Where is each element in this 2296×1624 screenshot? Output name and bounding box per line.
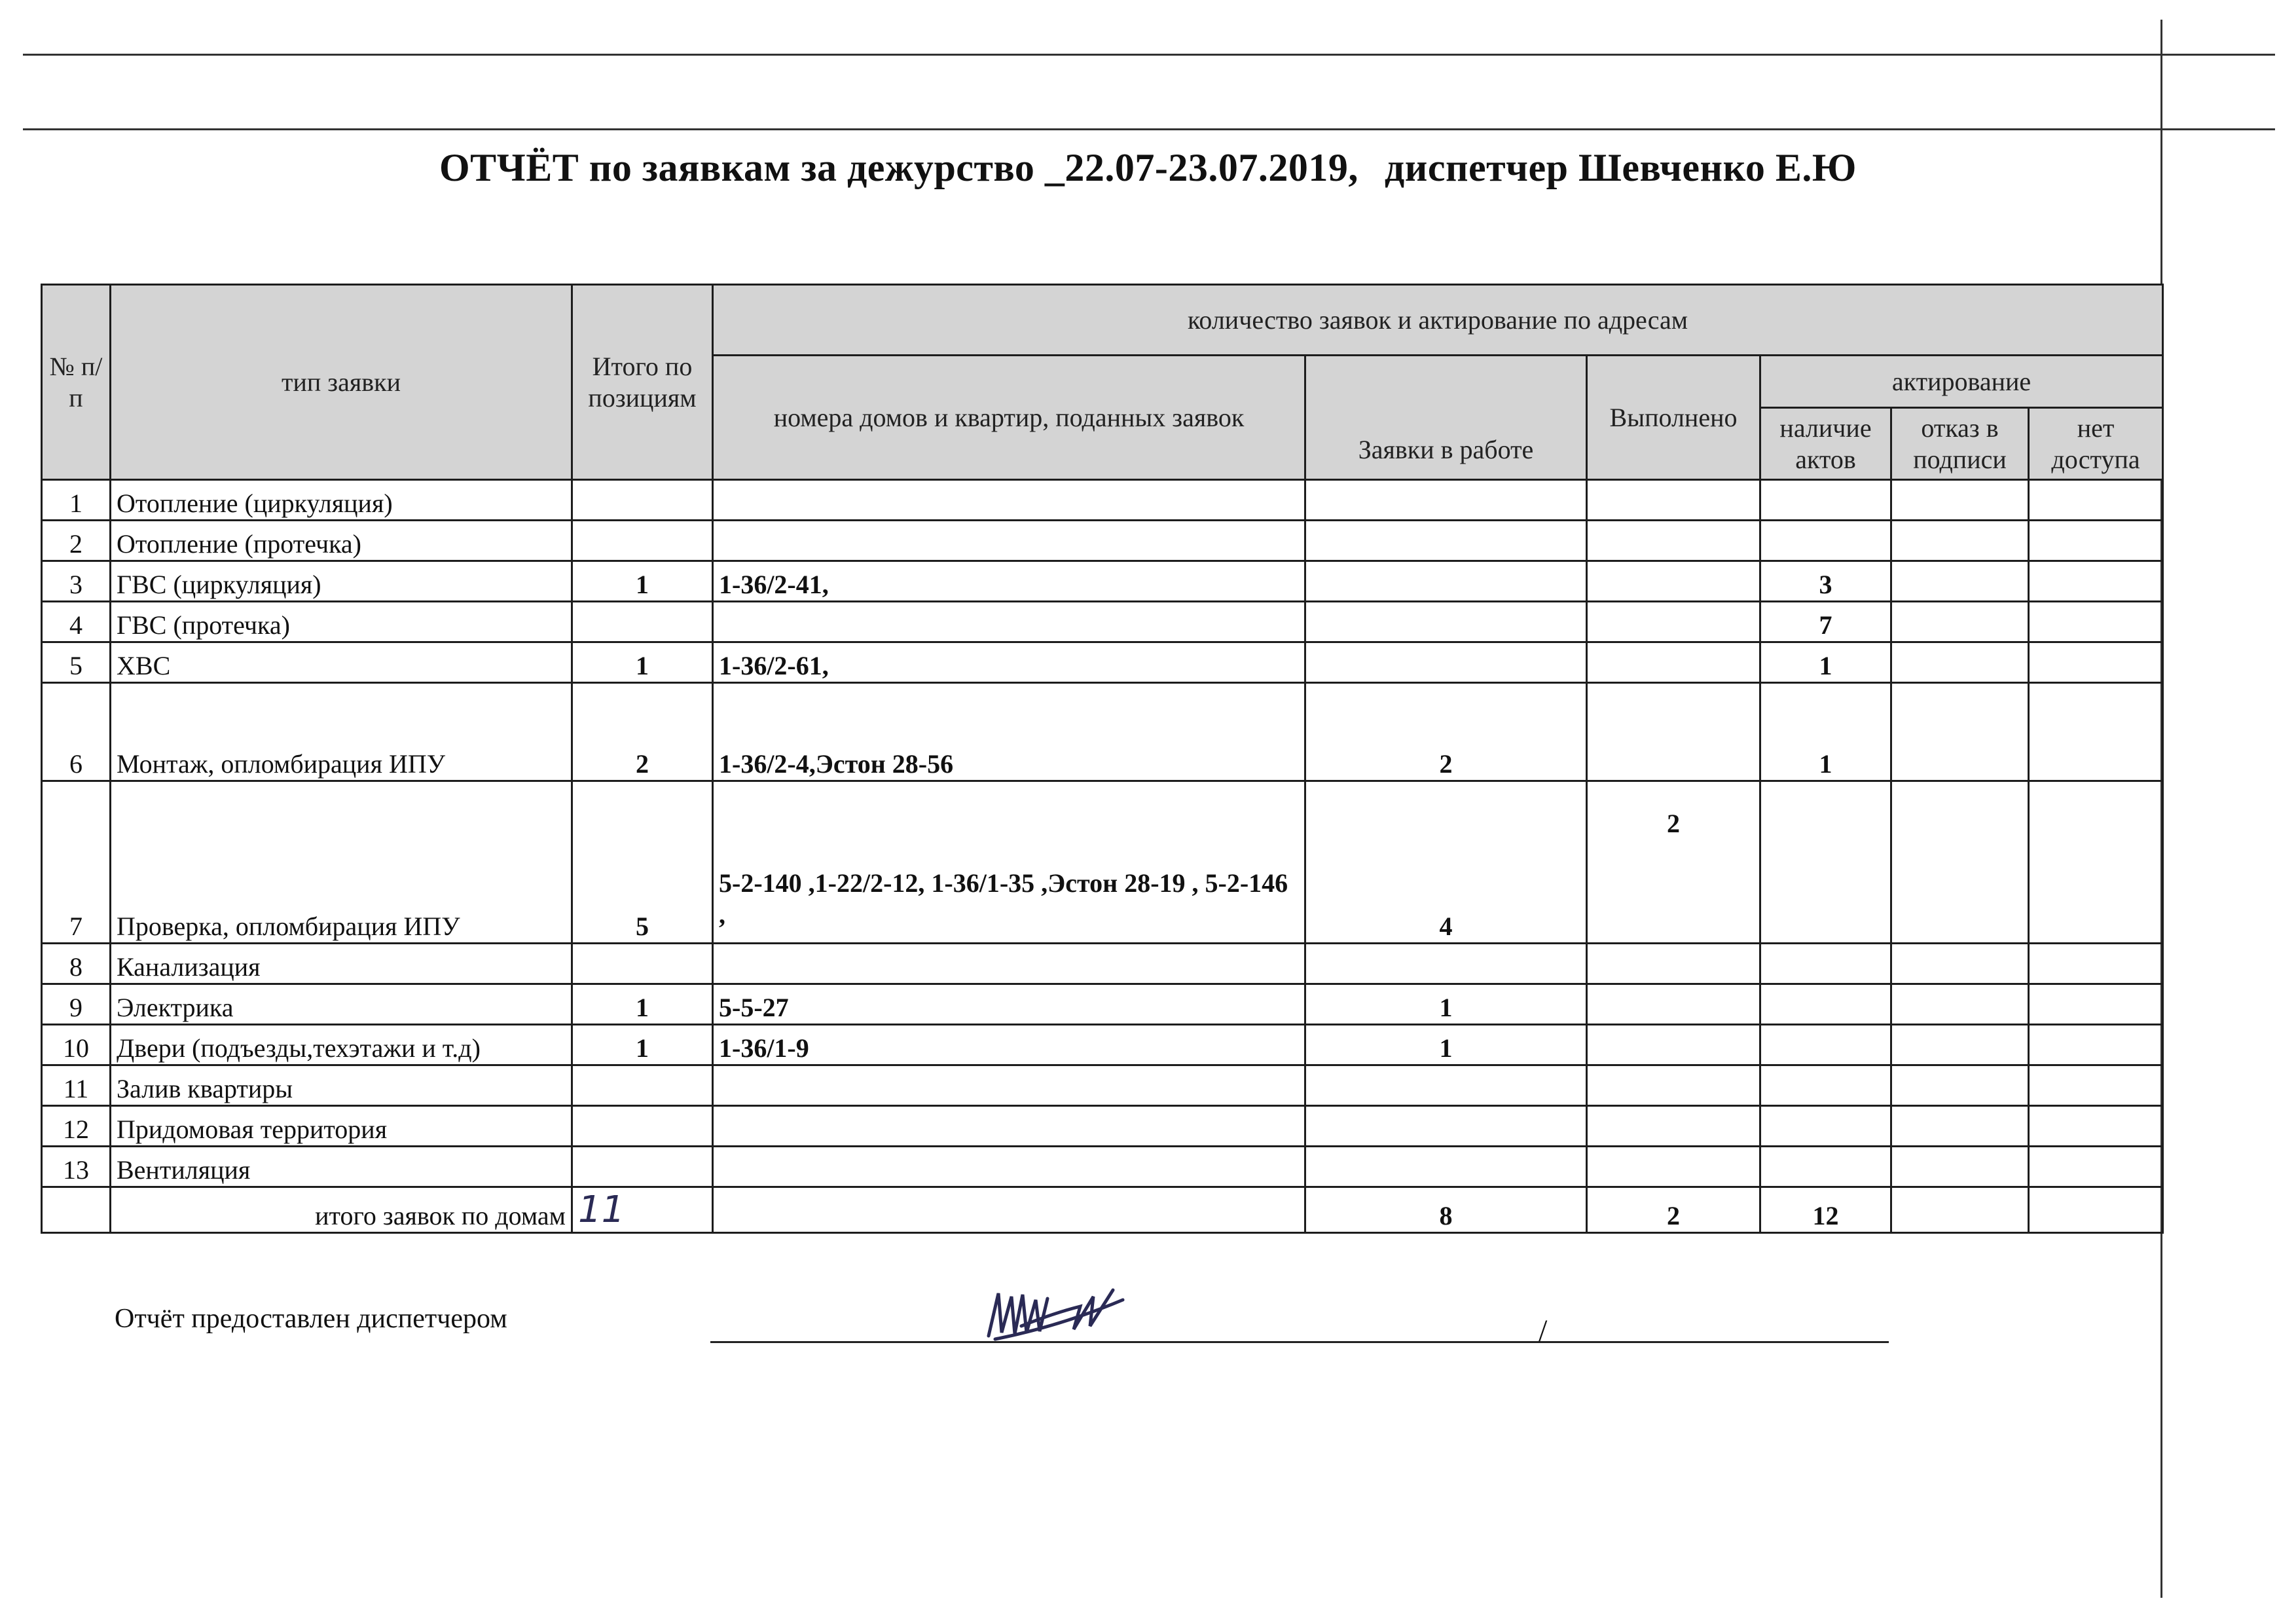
row-no-access (2029, 1065, 2163, 1106)
row-no-access (2029, 1025, 2163, 1065)
row-in-work (1305, 602, 1587, 642)
summary-done: 2 (1587, 1187, 1760, 1233)
row-number: 5 (42, 642, 111, 683)
row-type: Отопление (циркуляция) (111, 480, 572, 521)
row-done (1587, 1025, 1760, 1065)
row-type: Канализация (111, 944, 572, 984)
row-number: 6 (42, 683, 111, 781)
summary-acts: 12 (1760, 1187, 1891, 1233)
row-no-access (2029, 944, 2163, 984)
row-acts (1760, 480, 1891, 521)
row-addresses: 5-2-140 ,1-22/2-12, 1-36/1-35 ,Эстон 28-19 , 5-2-146 , (713, 781, 1305, 944)
row-total (572, 1147, 713, 1187)
scan-line-top-2 (23, 128, 2275, 130)
row-no-access (2029, 984, 2163, 1025)
row-no-access (2029, 781, 2163, 944)
row-number: 11 (42, 1065, 111, 1106)
row-total: 1 (572, 984, 713, 1025)
row-refused (1891, 781, 2029, 944)
table-row (42, 944, 2163, 984)
scan-line-top-1 (23, 54, 2275, 56)
row-number: 4 (42, 602, 111, 642)
row-number: 1 (42, 480, 111, 521)
header-refused: отказ в подписи (1891, 408, 2029, 480)
row-addresses: 1-36/2-61, (713, 642, 1305, 683)
row-total: 1 (572, 1025, 713, 1065)
table-row (42, 642, 2163, 683)
row-done (1587, 1147, 1760, 1187)
row-done (1587, 1106, 1760, 1147)
row-addresses: 1-36/1-9 (713, 1025, 1305, 1065)
row-number: 12 (42, 1106, 111, 1147)
row-number: 13 (42, 1147, 111, 1187)
row-total: 2 (572, 683, 713, 781)
table-row (42, 521, 2163, 561)
row-addresses (713, 480, 1305, 521)
row-acts: 1 (1760, 642, 1891, 683)
header-acts-present: наличие актов (1760, 408, 1891, 480)
row-in-work (1305, 1147, 1587, 1187)
row-total: 5 (572, 781, 713, 944)
row-no-access (2029, 1106, 2163, 1147)
row-total (572, 1106, 713, 1147)
summary-total-handwritten: 11 (578, 1189, 625, 1231)
header-done: Выполнено (1587, 356, 1760, 480)
table-row (42, 480, 2163, 521)
table-row (42, 1065, 2163, 1106)
row-acts (1760, 1147, 1891, 1187)
table-row (42, 1106, 2163, 1147)
header-total: Итого по позициям (572, 285, 713, 480)
row-refused (1891, 561, 2029, 602)
row-number: 3 (42, 561, 111, 602)
row-addresses: 5-5-27 (713, 984, 1305, 1025)
row-acts (1760, 1065, 1891, 1106)
row-addresses (713, 1147, 1305, 1187)
row-total: 1 (572, 642, 713, 683)
row-in-work (1305, 521, 1587, 561)
row-no-access (2029, 561, 2163, 602)
title-dispatcher: диспетчер Шевченко Е.Ю (1384, 146, 1857, 189)
row-done (1587, 521, 1760, 561)
report-table (41, 284, 2164, 1234)
row-acts (1760, 1106, 1891, 1147)
row-refused (1891, 1147, 2029, 1187)
row-done (1587, 683, 1760, 781)
report-title (0, 145, 2296, 191)
summary-label: итого заявок по домам (111, 1187, 572, 1233)
row-total (572, 944, 713, 984)
row-type: ГВС (протечка) (111, 602, 572, 642)
row-in-work (1305, 480, 1587, 521)
row-refused (1891, 984, 2029, 1025)
row-acts (1760, 1025, 1891, 1065)
row-in-work: 2 (1305, 683, 1587, 781)
row-in-work (1305, 642, 1587, 683)
row-total (572, 1065, 713, 1106)
row-addresses (713, 1065, 1305, 1106)
row-in-work: 1 (1305, 984, 1587, 1025)
row-addresses (713, 602, 1305, 642)
header-in-work: Заявки в работе (1305, 356, 1587, 480)
row-acts: 1 (1760, 683, 1891, 781)
row-number: 7 (42, 781, 111, 944)
table-row (42, 1147, 2163, 1187)
table-row (42, 984, 2163, 1025)
row-type: Двери (подъезды,техэтажи и т.д) (111, 1025, 572, 1065)
row-refused (1891, 683, 2029, 781)
row-type: Отопление (протечка) (111, 521, 572, 561)
row-refused (1891, 480, 2029, 521)
row-done (1587, 944, 1760, 984)
row-number: 8 (42, 944, 111, 984)
row-no-access (2029, 642, 2163, 683)
footer-label: Отчёт предоставлен диспетчером (115, 1304, 507, 1334)
table-row (42, 561, 2163, 602)
report-table-wrapper (41, 284, 2162, 1234)
row-done (1587, 984, 1760, 1025)
row-number: 9 (42, 984, 111, 1025)
row-type: ХВС (111, 642, 572, 683)
report-table-body (42, 480, 2163, 1233)
row-done (1587, 1065, 1760, 1106)
title-main: ОТЧЁТ по заявкам за дежурство _22.07-23.07.2019, (439, 146, 1358, 189)
row-type: Залив квартиры (111, 1065, 572, 1106)
summary-in-work: 8 (1305, 1187, 1587, 1233)
row-in-work (1305, 1106, 1587, 1147)
signature-separator: / (1539, 1314, 1548, 1348)
row-total: 1 (572, 561, 713, 602)
header-number: № п/п (42, 285, 111, 480)
summary-row (42, 1187, 2163, 1233)
row-refused (1891, 521, 2029, 561)
row-done (1587, 561, 1760, 602)
row-done (1587, 642, 1760, 683)
row-refused (1891, 1106, 2029, 1147)
header-addresses: номера домов и квартир, поданных заявок (713, 356, 1305, 480)
row-addresses (713, 521, 1305, 561)
header-acts-group: актирование (1760, 356, 2163, 408)
row-acts: 3 (1760, 561, 1891, 602)
row-in-work: 4 (1305, 781, 1587, 944)
row-type: Монтаж, опломбирация ИПУ (111, 683, 572, 781)
row-acts (1760, 984, 1891, 1025)
row-number: 2 (42, 521, 111, 561)
row-type: ГВС (циркуляция) (111, 561, 572, 602)
row-type: Вентиляция (111, 1147, 572, 1187)
row-type: Электрика (111, 984, 572, 1025)
row-refused (1891, 602, 2029, 642)
row-refused (1891, 1025, 2029, 1065)
row-done (1587, 602, 1760, 642)
row-no-access (2029, 1147, 2163, 1187)
row-acts (1760, 521, 1891, 561)
row-acts (1760, 944, 1891, 984)
row-addresses (713, 1106, 1305, 1147)
row-no-access (2029, 521, 2163, 561)
row-no-access (2029, 480, 2163, 521)
header-group: количество заявок и актирование по адресам (713, 285, 2163, 356)
row-no-access (2029, 602, 2163, 642)
row-addresses: 1-36/2-41, (713, 561, 1305, 602)
summary-no-access (2029, 1187, 2163, 1233)
row-refused (1891, 1065, 2029, 1106)
table-row (42, 683, 2163, 781)
row-addresses: 1-36/2-4,Эстон 28-56 (713, 683, 1305, 781)
row-total (572, 521, 713, 561)
row-acts: 7 (1760, 602, 1891, 642)
header-no-access: нет доступа (2029, 408, 2163, 480)
summary-addresses (713, 1187, 1305, 1233)
row-no-access (2029, 683, 2163, 781)
row-in-work (1305, 944, 1587, 984)
signature-line (710, 1341, 1889, 1343)
row-number: 10 (42, 1025, 111, 1065)
row-refused (1891, 944, 2029, 984)
row-in-work: 1 (1305, 1025, 1587, 1065)
row-total (572, 602, 713, 642)
row-done: 2 (1587, 781, 1760, 944)
row-addresses (713, 944, 1305, 984)
table-row (42, 781, 2163, 944)
header-type: тип заявки (111, 285, 572, 480)
row-in-work (1305, 561, 1587, 602)
table-row (42, 1025, 2163, 1065)
row-type: Проверка, опломбирация ИПУ (111, 781, 572, 944)
row-in-work (1305, 1065, 1587, 1106)
row-type: Придомовая территория (111, 1106, 572, 1147)
table-row (42, 602, 2163, 642)
row-acts (1760, 781, 1891, 944)
row-total (572, 480, 713, 521)
row-done (1587, 480, 1760, 521)
summary-total (572, 1187, 713, 1233)
summary-empty-cell (42, 1187, 111, 1233)
row-refused (1891, 642, 2029, 683)
summary-refused (1891, 1187, 2029, 1233)
